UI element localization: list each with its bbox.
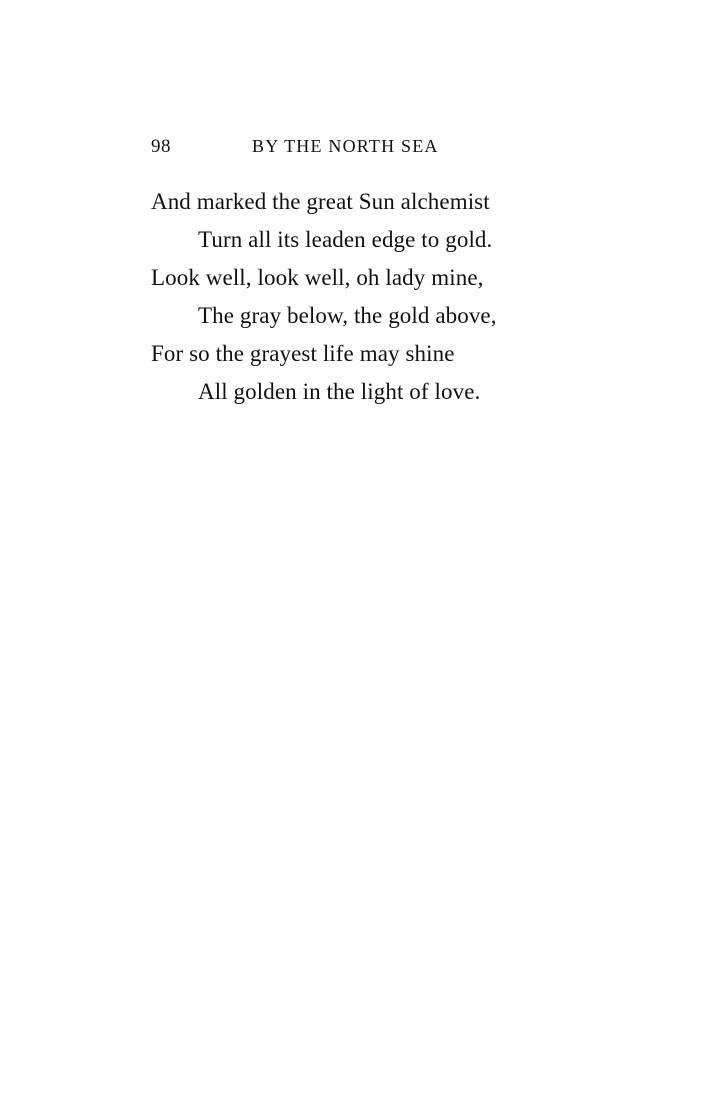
poem-line-indented: All golden in the light of love. [198,379,481,404]
poem-line-indented: The gray below, the gold above, [198,303,497,328]
poem-line: And marked the great Sun alchemist [151,189,490,214]
poem-line: For so the grayest life may shine [151,341,455,366]
poem-stanza [151,183,551,411]
page-number: 98 [151,136,171,157]
running-title: BY THE NORTH SEA [252,136,439,156]
poem-line: Look well, look well, oh lady mine, [151,265,484,290]
running-head [151,136,537,160]
poem-line-indented: Turn all its leaden edge to gold. [198,227,493,252]
